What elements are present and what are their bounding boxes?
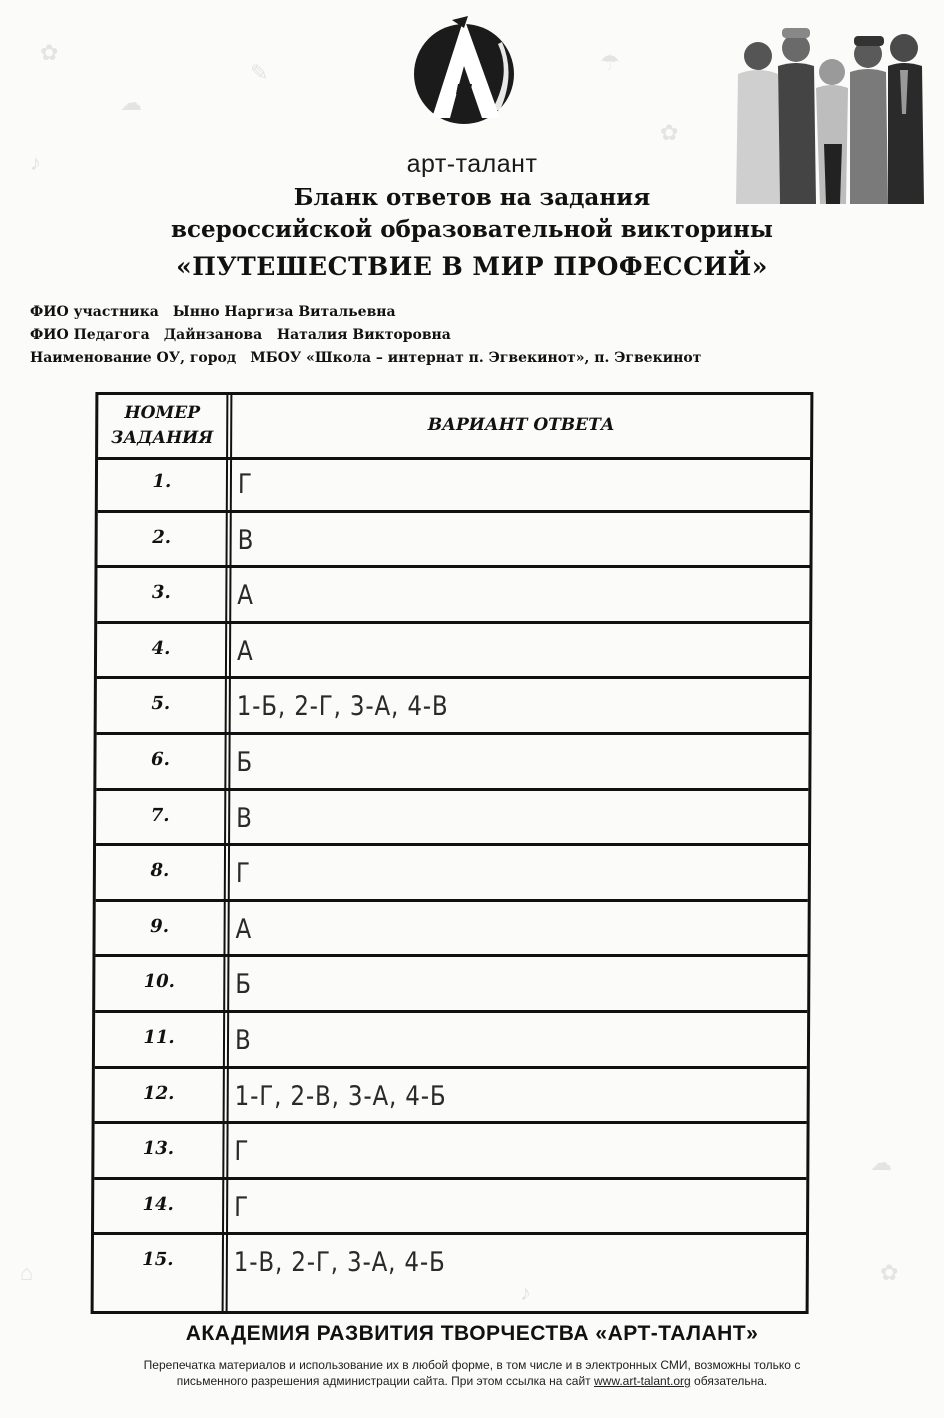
task-number: 13. bbox=[142, 1138, 175, 1160]
task-number: 5. bbox=[151, 693, 171, 715]
handwritten-answer: Б bbox=[236, 747, 254, 778]
table-row bbox=[97, 679, 809, 735]
table-row bbox=[94, 1124, 806, 1180]
task-number: 12. bbox=[143, 1082, 175, 1104]
sheet-title-line-1: Бланк ответов на задания bbox=[293, 184, 651, 211]
background-doodle: ✿ bbox=[880, 1260, 899, 1285]
task-number: 3. bbox=[151, 582, 171, 604]
handwritten-answer: Г bbox=[234, 1136, 250, 1168]
table-row bbox=[96, 791, 808, 847]
task-number: 6. bbox=[151, 749, 170, 770]
footer-line-1: Перепечатка материалов и использование их в любой форме, в том числе и в электронных СМИ, возможны только с bbox=[143, 1358, 801, 1372]
handwritten-answer: Г bbox=[234, 1191, 250, 1223]
quiz-title: «ПУТЕШЕСТВИЕ В МИР ПРОФЕССИЙ» bbox=[176, 252, 768, 281]
footer-site-link[interactable]: www.art-talant.org bbox=[594, 1374, 691, 1388]
handwritten-answer: А bbox=[236, 635, 254, 667]
header-answer-variant: ВАРИАНТ ОТВЕТА bbox=[427, 415, 615, 435]
table-header bbox=[98, 395, 810, 460]
handwritten-answer: 1-Г, 2-В, 3-А, 4-Б bbox=[234, 1080, 447, 1112]
participant-label: ФИО участника bbox=[30, 304, 159, 320]
background-doodle: ☁ bbox=[870, 1150, 892, 1175]
teacher-name: Дайнзанова Наталия Викторовна bbox=[163, 327, 451, 343]
task-number: 9. bbox=[150, 915, 170, 937]
task-number: 1. bbox=[152, 471, 172, 492]
school-line bbox=[30, 350, 701, 366]
answers-table bbox=[91, 392, 814, 1314]
task-number: 2. bbox=[152, 526, 172, 548]
sheet-title-line-2: всероссийской образовательной викторины bbox=[171, 216, 773, 243]
footer-line-2-text: письменного разрешения администрации сайта. При этом ссылка на сайт bbox=[176, 1374, 591, 1388]
handwritten-answer: Г bbox=[237, 469, 253, 500]
background-doodle: ⌂ bbox=[20, 1260, 34, 1285]
brand-name: арт-талант bbox=[406, 150, 538, 178]
footer-copyright-note bbox=[50, 1357, 894, 1389]
school-name: МБОУ «Школа – интернат п. Эгвекинот», п. Эгвекинот bbox=[250, 350, 702, 366]
background-doodle: ✿ bbox=[660, 120, 679, 145]
table-row bbox=[98, 457, 810, 513]
footer-line-2 bbox=[50, 1373, 894, 1389]
table-row bbox=[95, 957, 807, 1013]
header-task-number bbox=[98, 401, 226, 451]
table-row bbox=[94, 1180, 806, 1236]
task-number: 11. bbox=[143, 1027, 175, 1048]
school-label: Наименование ОУ, город bbox=[30, 350, 237, 366]
handwritten-answer: Г bbox=[235, 858, 251, 890]
handwritten-answer: А bbox=[235, 913, 253, 945]
teacher-label: ФИО Педагога bbox=[30, 327, 150, 343]
table-row bbox=[95, 1069, 807, 1125]
table-row bbox=[95, 1013, 807, 1069]
table-row bbox=[97, 513, 809, 569]
task-number: 14. bbox=[142, 1193, 174, 1215]
table-row bbox=[97, 624, 809, 680]
handwritten-answer: А bbox=[237, 580, 254, 612]
background-doodle: ☁ bbox=[120, 90, 142, 115]
table-row bbox=[95, 902, 807, 958]
participant-name: Ынно Наргиза Витальевна bbox=[172, 304, 396, 320]
background-doodle: ♪ bbox=[520, 1280, 531, 1305]
table-row bbox=[96, 846, 808, 902]
task-number: 10. bbox=[143, 971, 176, 993]
task-number: 7. bbox=[150, 804, 170, 826]
teacher-line bbox=[30, 327, 451, 343]
handwritten-answer: 1-Б, 2-Г, 3-А, 4-В bbox=[236, 691, 449, 723]
handwritten-answer: В bbox=[236, 802, 253, 834]
task-number: 8. bbox=[150, 860, 170, 882]
table-row bbox=[94, 1235, 806, 1291]
background-doodle: ☂ bbox=[600, 50, 620, 75]
handwritten-answer: В bbox=[237, 524, 255, 556]
participant-line bbox=[30, 304, 396, 320]
table-row bbox=[96, 735, 808, 791]
background-doodle: ✎ bbox=[250, 60, 269, 85]
table-row bbox=[97, 568, 809, 624]
task-number: 4. bbox=[151, 637, 171, 659]
background-doodle: ✿ bbox=[40, 40, 59, 65]
art-talant-logo bbox=[412, 14, 516, 132]
footer-line-2-end: обязательна. bbox=[694, 1374, 768, 1388]
handwritten-answer: Б bbox=[235, 969, 252, 1001]
task-number: 15. bbox=[142, 1249, 174, 1271]
header-task-number-line-1: НОМЕР bbox=[124, 403, 201, 423]
header-task-number-line-2: ЗАДАНИЯ bbox=[111, 428, 214, 448]
background-doodle: ♪ bbox=[30, 150, 41, 175]
footer-academy-title: АКАДЕМИЯ РАЗВИТИЯ ТВОРЧЕСТВА «АРТ-ТАЛАНТ» bbox=[185, 1322, 759, 1345]
handwritten-answer: В bbox=[234, 1025, 252, 1056]
handwritten-answer: 1-В, 2-Г, 3-А, 4-Б bbox=[233, 1247, 446, 1279]
